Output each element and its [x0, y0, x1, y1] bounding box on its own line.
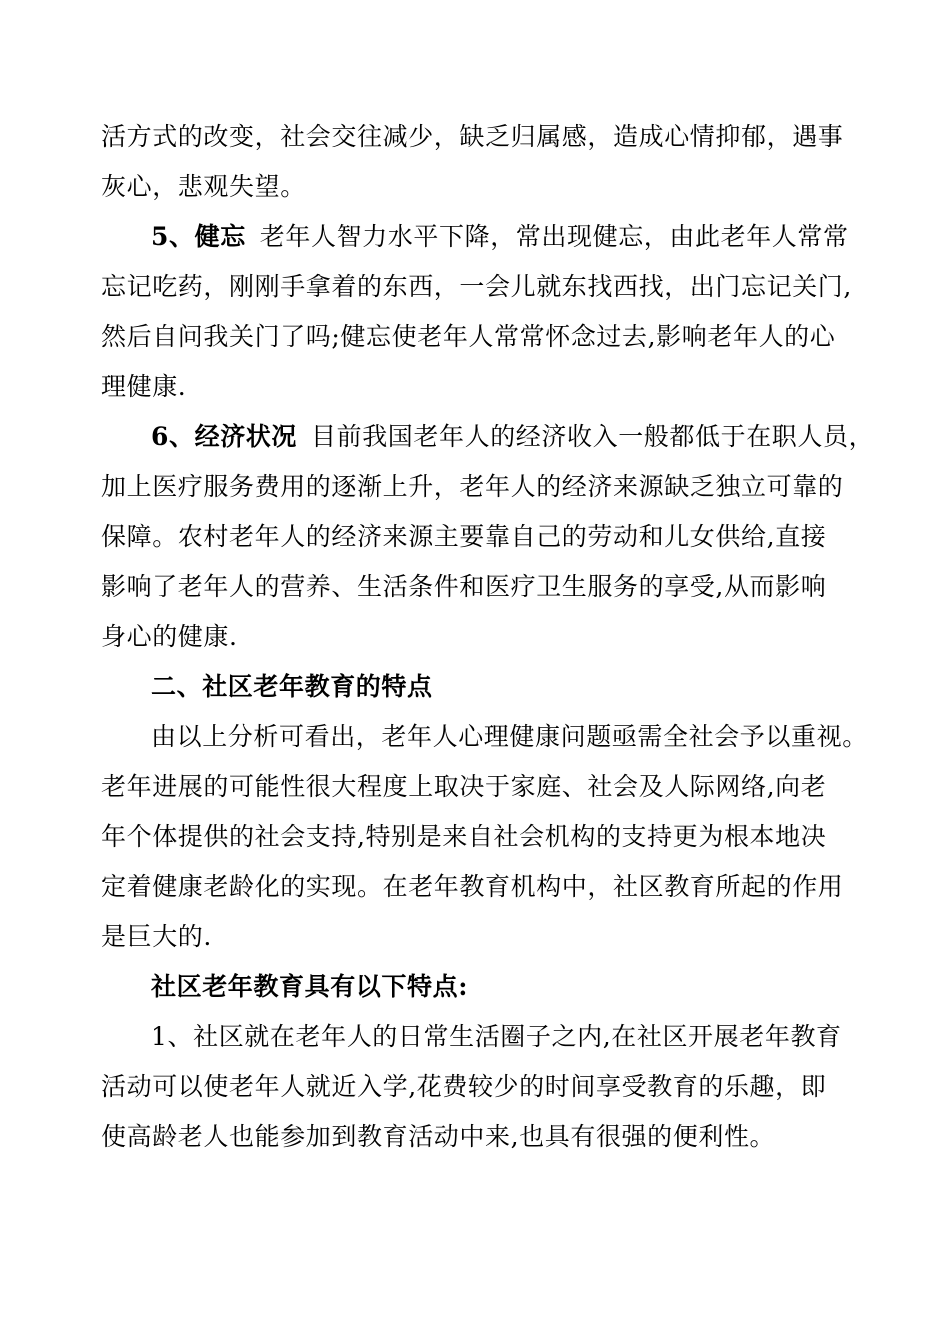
paragraph-line: 年个体提供的社会支持,特别是来自社会机构的支持更为根本地决 [101, 822, 827, 851]
paragraph-line: 老年进展的可能性很大程度上取决于家庭、社会及人际网络,向老 [101, 772, 827, 801]
paragraph-line: 由以上分析可看出，老年人心理健康问题亟需全社会予以重视。 [151, 722, 868, 751]
item-5-heading: 5、健忘 [151, 222, 246, 251]
paragraph-line: 是巨大的. [101, 922, 212, 951]
paragraph-line: 理健康. [101, 372, 187, 401]
paragraph-line: 影响了老年人的营养、生活条件和医疗卫生服务的享受,从而影响 [101, 572, 827, 601]
section-2-heading: 二、社区老年教育的特点 [151, 672, 433, 701]
paragraph-line: 1、社区就在老年人的日常生活圈子之内,在社区开展老年教育 [151, 1022, 842, 1051]
paragraph-line: 然后自问我关门了吗;健忘使老年人常常怀念过去,影响老年人的心 [101, 322, 836, 351]
features-heading: 社区老年教育具有以下特点: [151, 972, 469, 1001]
item-6-line [151, 420, 875, 454]
item-6-heading: 6、经济状况 [151, 422, 297, 451]
paragraph-line: 活方式的改变，社会交往减少，缺乏归属感，造成心情抑郁，遇事 [101, 122, 844, 151]
paragraph-line: 活动可以使老年人就近入学,花费较少的时间享受教育的乐趣，即 [101, 1072, 827, 1101]
paragraph-line: 加上医疗服务费用的逐渐上升，老年人的经济来源缺乏独立可靠的 [101, 472, 844, 501]
paragraph-line: 忘记吃药，刚刚手拿着的东西，一会儿就东找西找，出门忘记关门, [101, 272, 852, 301]
paragraph-line: 灰心，悲观失望。 [101, 172, 306, 201]
item-6-text: 目前我国老年人的经济收入一般都低于在职人员， [311, 422, 875, 451]
paragraph-line: 保障。农村老年人的经济来源主要靠自己的劳动和儿女供给,直接 [101, 522, 827, 551]
item-5-line [151, 220, 849, 254]
item-5-text: 老年人智力水平下降，常出现健忘，由此老年人常常 [259, 222, 849, 251]
paragraph-line: 身心的健康. [101, 622, 238, 651]
paragraph-line: 使高龄老人也能参加到教育活动中来,也具有很强的便利性。 [101, 1122, 776, 1151]
paragraph-line: 定着健康老龄化的实现。在老年教育机构中，社区教育所起的作用 [101, 872, 844, 901]
